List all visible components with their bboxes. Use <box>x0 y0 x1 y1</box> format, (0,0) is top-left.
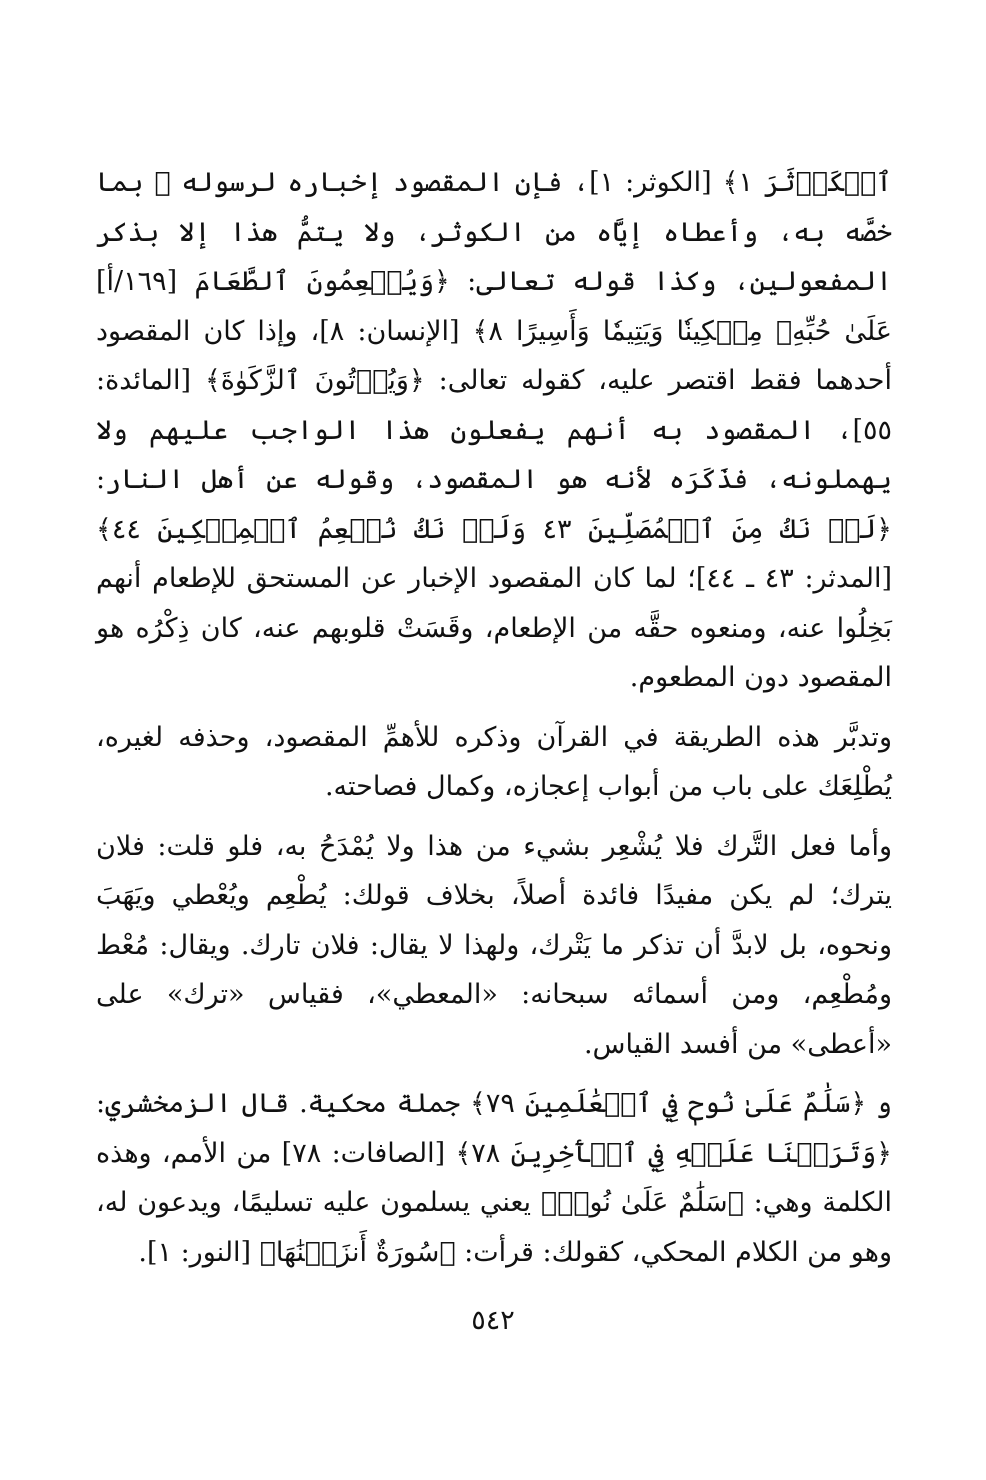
page-body <box>96 158 892 1277</box>
page-number: ٥٤٢ <box>471 1305 515 1336</box>
paragraph-4: و ﴿سَلَٰمٌ عَلَىٰ نُوحٖ فِي ٱلۡعَٰلَمِينَ ٧٩﴾ جملة محكية. قال الزمخشري: ﴿وَتَرَكۡنَا عَلَيۡهِ فِي ٱلۡأٓخِرِينَ ٧٨﴾ [الصافات: ٧٨] من الأمم، وهذه الكلمة وهي: ﴿سَلَٰمٌ عَلَىٰ نُوحٖ﴾ يعني يسلمون عليه تسليمًا، ويدعون له، وهو من الكلام المحكي، كقولك: قرأت: ﴿سُورَةٌ أَنزَلۡنَٰهَا﴾ [النور: ١]. <box>96 1088 892 1268</box>
paragraph-1: ٱلۡكَوۡثَرَ ١﴾ [الكوثر: ١]، فإن المقصود إخباره لرسوله ﷺ بما خصَّه به، وأعطاه إيَّاه من الكوثر، ولا يتمُّ هذا إلا بذكر المفعولين، وكذا قوله تعالى: ﴿وَيُطۡعِمُونَ ٱلطَّعَامَ [١٦٩/أ] عَلَىٰ حُبِّهِۦ مِسۡكِينٗا وَيَتِيمٗا وَأَسِيرًا ٨﴾ [الإنسان: ٨]، وإذا كان المقصود أحدهما فقط اقتصر عليه، كقوله تعالى: ﴿وَيُؤۡتُونَ ٱلزَّكَوٰةَ﴾ [المائدة: ٥٥]، المقصود به أنهم يفعلون هذا الواجب عليهم ولا يهملونه، فذَكَرَه لأنه هو المقصود، وقوله عن أهل النار: ﴿لَمۡ نَكُ مِنَ ٱلۡمُصَلِّينَ ٤٣ وَلَمۡ نَكُ نُطۡعِمُ ٱلۡمِسۡكِينَ ٤٤﴾ [المدثر: ٤٣ ـ ٤٤]؛ لما كان المقصود الإخبار عن المستحق للإطعام أنهم بَخِلُوا عنه، ومنعوه حقَّه من الإطعام، وقَسَتْ قلوبهم عنه، كان ذِكْرُه هو المقصود دون المطعوم. <box>96 167 892 693</box>
paragraph-2: وتدبَّر هذه الطريقة في القرآن وذكره للأهمِّ المقصود، وحذفه لغيره، يُطْلِعَك على باب من أبواب إعجازه، وكمال فصاحته. <box>96 721 892 802</box>
paragraph-3: وأما فعل التَّرك فلا يُشْعِر بشيء من هذا ولا يُمْدَحُ به، فلو قلت: فلان يترك؛ لم يكن مفيدًا فائدة أصلاً، بخلاف قولك: يُطْعِم ويُعْطي ويَهَبَ ونحوه، بل لابدَّ أن تذكر ما يَتْرك، ولهذا لا يقال: فلان تارك. ويقال: مُعْط ومُطْعِم، ومن أسمائه سبحانه: «المعطي»، فقياس «ترك» على «أعطى» من أفسد القياس. <box>96 830 892 1060</box>
